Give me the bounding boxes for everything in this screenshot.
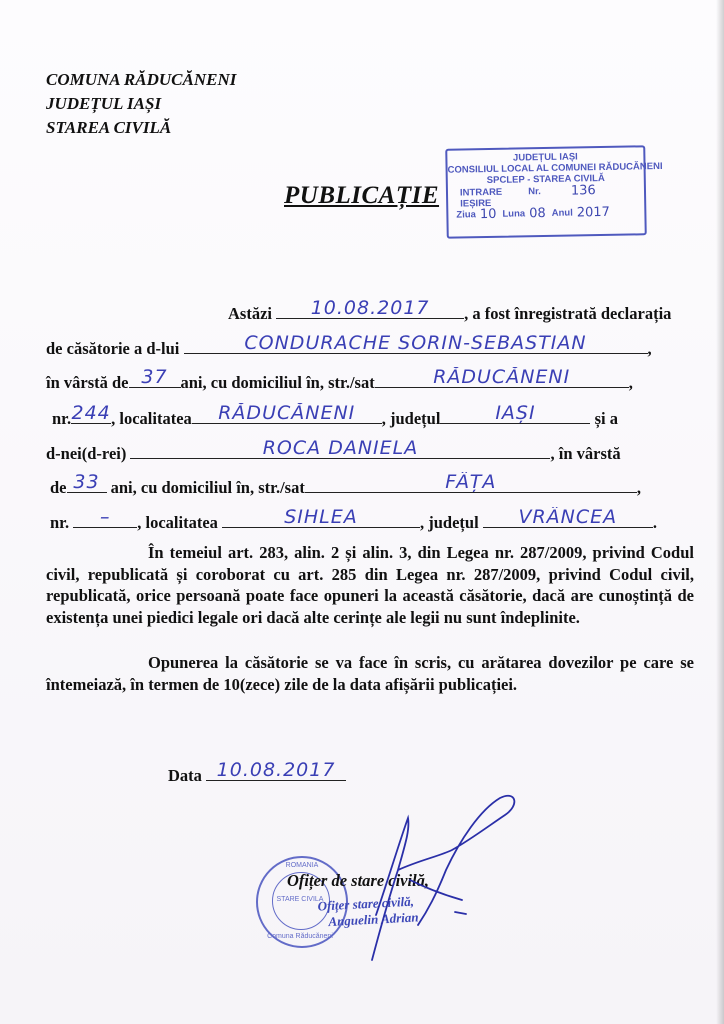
officer-name-stamp	[317, 893, 419, 930]
registration-stamp	[445, 145, 663, 238]
form-line-wife-address: nr. – , localitatea SIHLEA , județul VRÂNCEA .	[50, 507, 657, 532]
page-edge-shadow	[716, 0, 724, 1024]
ani-domiciliu-label: ani, cu domiciliul în, str./sat	[180, 373, 375, 392]
stamp-luna-label: Luna	[502, 208, 526, 220]
declaration-date-field: 10.08.2017	[276, 298, 464, 319]
form-line-date	[228, 298, 671, 322]
si-a-label: și a	[594, 409, 618, 428]
officer-label: Ofițer de stare civilă,	[287, 871, 430, 890]
header-office: STAREA CIVILĂ	[46, 118, 172, 137]
localitatea-label: , localitatea	[111, 409, 192, 428]
document-title: PUBLICAȚIE	[284, 182, 440, 209]
wife-nr-field: –	[73, 507, 137, 528]
husband-street-field: RĂDUCĂNENI	[375, 367, 629, 388]
stamp-nr-label: Nr.	[528, 186, 542, 198]
header-commune: COMUNA RĂDUCĂNENI	[46, 70, 237, 89]
wife-name-field: ROCA DANIELA	[130, 438, 550, 459]
stamp-anul-value: 2017	[576, 204, 611, 221]
husband-nr-field: 244	[71, 403, 111, 424]
astazi-suffix: , a fost înregistrată declarația	[464, 304, 672, 323]
wife-ani-label: ani, cu domiciliul în, str./sat	[110, 478, 305, 497]
stamp-ziua-value: 10	[479, 206, 497, 223]
officer-stamp-role: Ofițer stare civilă,	[317, 893, 415, 914]
astazi-label: Astăzi	[228, 304, 272, 323]
stamp-council: CONSILIUL LOCAL AL COMUNEI RĂDUCĂNENI	[447, 160, 663, 176]
date-line	[168, 760, 346, 784]
stamp-luna-value: 08	[529, 206, 546, 222]
form-line-wife-age: de 33 ani, cu domiciliul în, str./sat FÂȚA ,	[50, 472, 641, 497]
wife-county-field: VRÂNCEA	[483, 507, 653, 528]
husband-locality-field: RĂDUCĂNENI	[192, 403, 382, 424]
de-label: de	[50, 478, 67, 497]
husband-county-field: IAȘI	[440, 403, 590, 424]
husband-name-field: CONDURACHE SORIN-SEBASTIAN	[184, 333, 648, 354]
wife-street-field: FÂȚA	[305, 472, 637, 493]
legal-basis-paragraph: În temeiul art. 283, alin. 2 și alin. 3, din Legea nr. 287/2009, privind Codul civil, republicată și coroborat cu art. 285 din Legea nr. 287/2009, privind Codul civil, republicată, orice persoană poate face opuneri la această căsătorie, dacă are cunoștință de existența unei piedici legale ori dacă alte cerințe ale legii nu sunt îndeplinite.	[46, 543, 694, 627]
wife-county-label: , județul	[420, 513, 479, 532]
date-label: Data	[168, 766, 202, 785]
header-county: JUDEȚUL IAȘI	[46, 94, 162, 113]
wife-nr-label: nr.	[50, 513, 70, 532]
stamp-county: JUDEȚUL IAȘI	[512, 151, 578, 164]
date-field: 10.08.2017	[206, 760, 346, 781]
form-line-wife-name	[46, 438, 621, 462]
seal-center-text: STARE CIVILA	[276, 896, 324, 903]
seal-top-text: ROMANIA	[285, 862, 319, 869]
seal-bottom-text: Comuna Răducăneni	[267, 933, 333, 940]
stamp-iesire-label: IEȘIRE	[460, 197, 492, 210]
in-varsta-label: , în vârstă	[550, 444, 621, 463]
casatorie-label: de căsătorie a d-lui	[46, 339, 180, 358]
wife-locality-field: SIHLEA	[222, 507, 420, 528]
stamp-nr-value: 136	[570, 183, 596, 199]
stamp-ziua-label: Ziua	[456, 209, 477, 221]
nr-label: nr.	[52, 409, 72, 428]
form-line-husband-address	[52, 403, 618, 427]
varsta-label: în vârstă de	[46, 373, 129, 392]
issuer-header	[46, 68, 236, 140]
stamp-office: SPCLEP - STAREA CIVILĂ	[486, 172, 605, 187]
form-line-husband-name: de căsătorie a d-lui CONDURACHE SORIN-SEBASTIAN ,	[46, 333, 652, 358]
stamp-anul-label: Anul	[551, 207, 573, 219]
wife-locality-label: , localitatea	[137, 513, 218, 532]
officer-stamp-name: Anguelin Adrian	[328, 909, 419, 930]
wife-age-field: 33	[67, 472, 107, 493]
form-line-husband-age: în vârstă de 37 ani, cu domiciliul în, str./sat RĂDUCĂNENI ,	[46, 367, 633, 392]
judetul-label: , județul	[381, 409, 441, 428]
stamp-intrare-label: INTRARE	[459, 186, 503, 199]
dnei-label: d-nei(d-rei)	[46, 444, 127, 463]
objection-paragraph: Opunerea la căsătorie se va face în scris, cu arătarea dovezilor pe care se întemeiază, în termen de 10(zece) zile de la data afișării publicației.	[46, 653, 694, 694]
husband-age-field: 37	[129, 367, 181, 388]
